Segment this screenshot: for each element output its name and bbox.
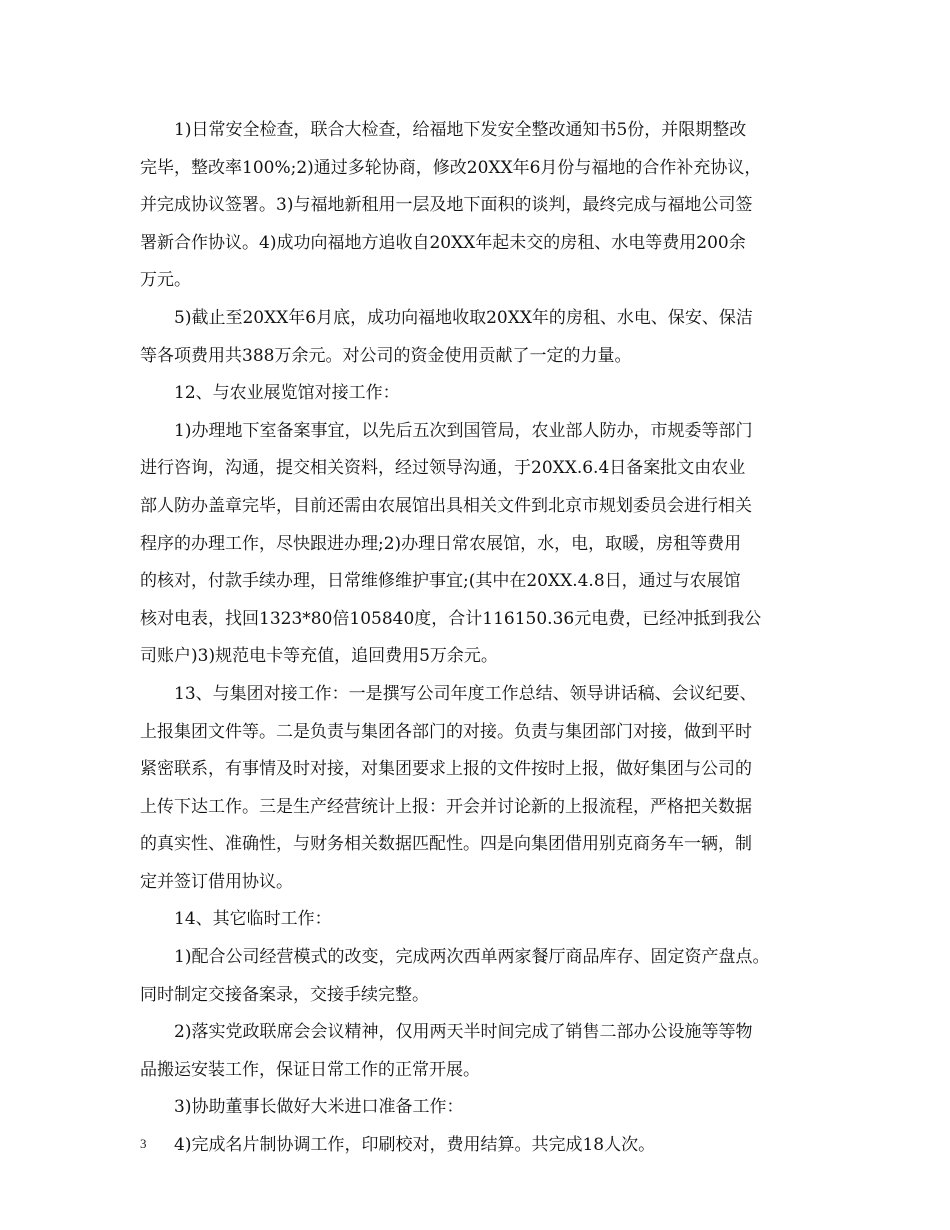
text-line: 1)配合公司经营模式的改变，完成两次西单两家餐厅商品库存、固定资产盘点。 xyxy=(174,947,770,968)
text-line: 的核对，付款手续办理，日常维修维护事宜;(其中在20XX.4.8日，通过与农展馆 xyxy=(140,571,741,592)
text-line: 上传下达工作。三是生产经营统计上报：开会并讨论新的上报流程，严格把关数据 xyxy=(140,796,752,817)
text-line: 12、与农业展览馆对接工作： xyxy=(174,383,400,404)
text-line: 14、其它临时工作： xyxy=(174,909,332,930)
text-line: 紧密联系，有事情及时对接，对集团要求上报的文件按时上报，做好集团与公司的 xyxy=(140,759,752,780)
text-line: 等各项费用共388万余元。对公司的资金使用贡献了一定的力量。 xyxy=(140,345,632,366)
text-line: 的真实性、准确性，与财务相关数据匹配性。四是向集团借用别克商务车一辆，制 xyxy=(140,834,752,855)
text-line: 同时制定交接备案录，交接手续完整。 xyxy=(140,984,429,1005)
text-line: 品搬运安装工作，保证日常工作的正常开展。 xyxy=(140,1059,480,1080)
page-number: 3 xyxy=(140,1136,147,1151)
text-line: 进行咨询，沟通，提交相关资料，经过领导沟通，于20XX.6.4日备案批文由农业 xyxy=(140,458,746,479)
text-line: 万元。 xyxy=(140,270,191,291)
text-line: 5)截止至20XX年6月底，成功向福地收取20XX年的房租、水电、保安、保洁 xyxy=(174,307,753,328)
text-line: 程序的办理工作，尽快跟进办理;2)办理日常农展馆，水，电，取暖，房租等费用 xyxy=(140,533,742,554)
text-line: 定并签订借用协议。 xyxy=(140,871,293,892)
text-line: 并完成协议签署。3)与福地新租用一层及地下面积的谈判，最终完成与福地公司签 xyxy=(140,195,753,216)
text-line: 署新合作协议。4)成功向福地方追收自20XX年起未交的房租、水电等费用200余 xyxy=(140,232,746,253)
text-line: 司账户)3)规范电卡等充值，追回费用5万余元。 xyxy=(140,646,498,667)
text-line: 核对电表，找回1323*80倍105840度，合计116150.36元电费，已经冲抵到我公 xyxy=(140,608,762,629)
text-line: 4)完成名片制协调工作，印刷校对，费用结算。共完成18人次。 xyxy=(174,1135,656,1156)
text-line: 13、与集团对接工作：一是撰写公司年度工作总结、领导讲话稿、会议纪要、 xyxy=(174,683,757,704)
text-line: 1)办理地下室备案事宜，以先后五次到国管局，农业部人防办，市规委等部门 xyxy=(174,420,753,441)
text-line: 3)协助董事长做好大米进口准备工作： xyxy=(174,1097,464,1118)
text-line: 完毕，整改率100%;2)通过多轮协商，修改20XX年6月份与福地的合作补充协议， xyxy=(140,157,762,178)
text-line: 上报集团文件等。二是负责与集团各部门的对接。负责与集团部门对接，做到平时 xyxy=(140,721,752,742)
text-line: 1)日常安全检查，联合大检查，给福地下发安全整改通知书5份，并限期整改 xyxy=(174,120,747,140)
text-line: 部人防办盖章完毕，目前还需由农展馆出具相关文件到北京市规划委员会进行相关 xyxy=(140,495,752,516)
text-line: 2)落实党政联席会会议精神，仅用两天半时间完成了销售二部办公设施等等物 xyxy=(174,1022,753,1043)
document-body xyxy=(140,112,830,1165)
